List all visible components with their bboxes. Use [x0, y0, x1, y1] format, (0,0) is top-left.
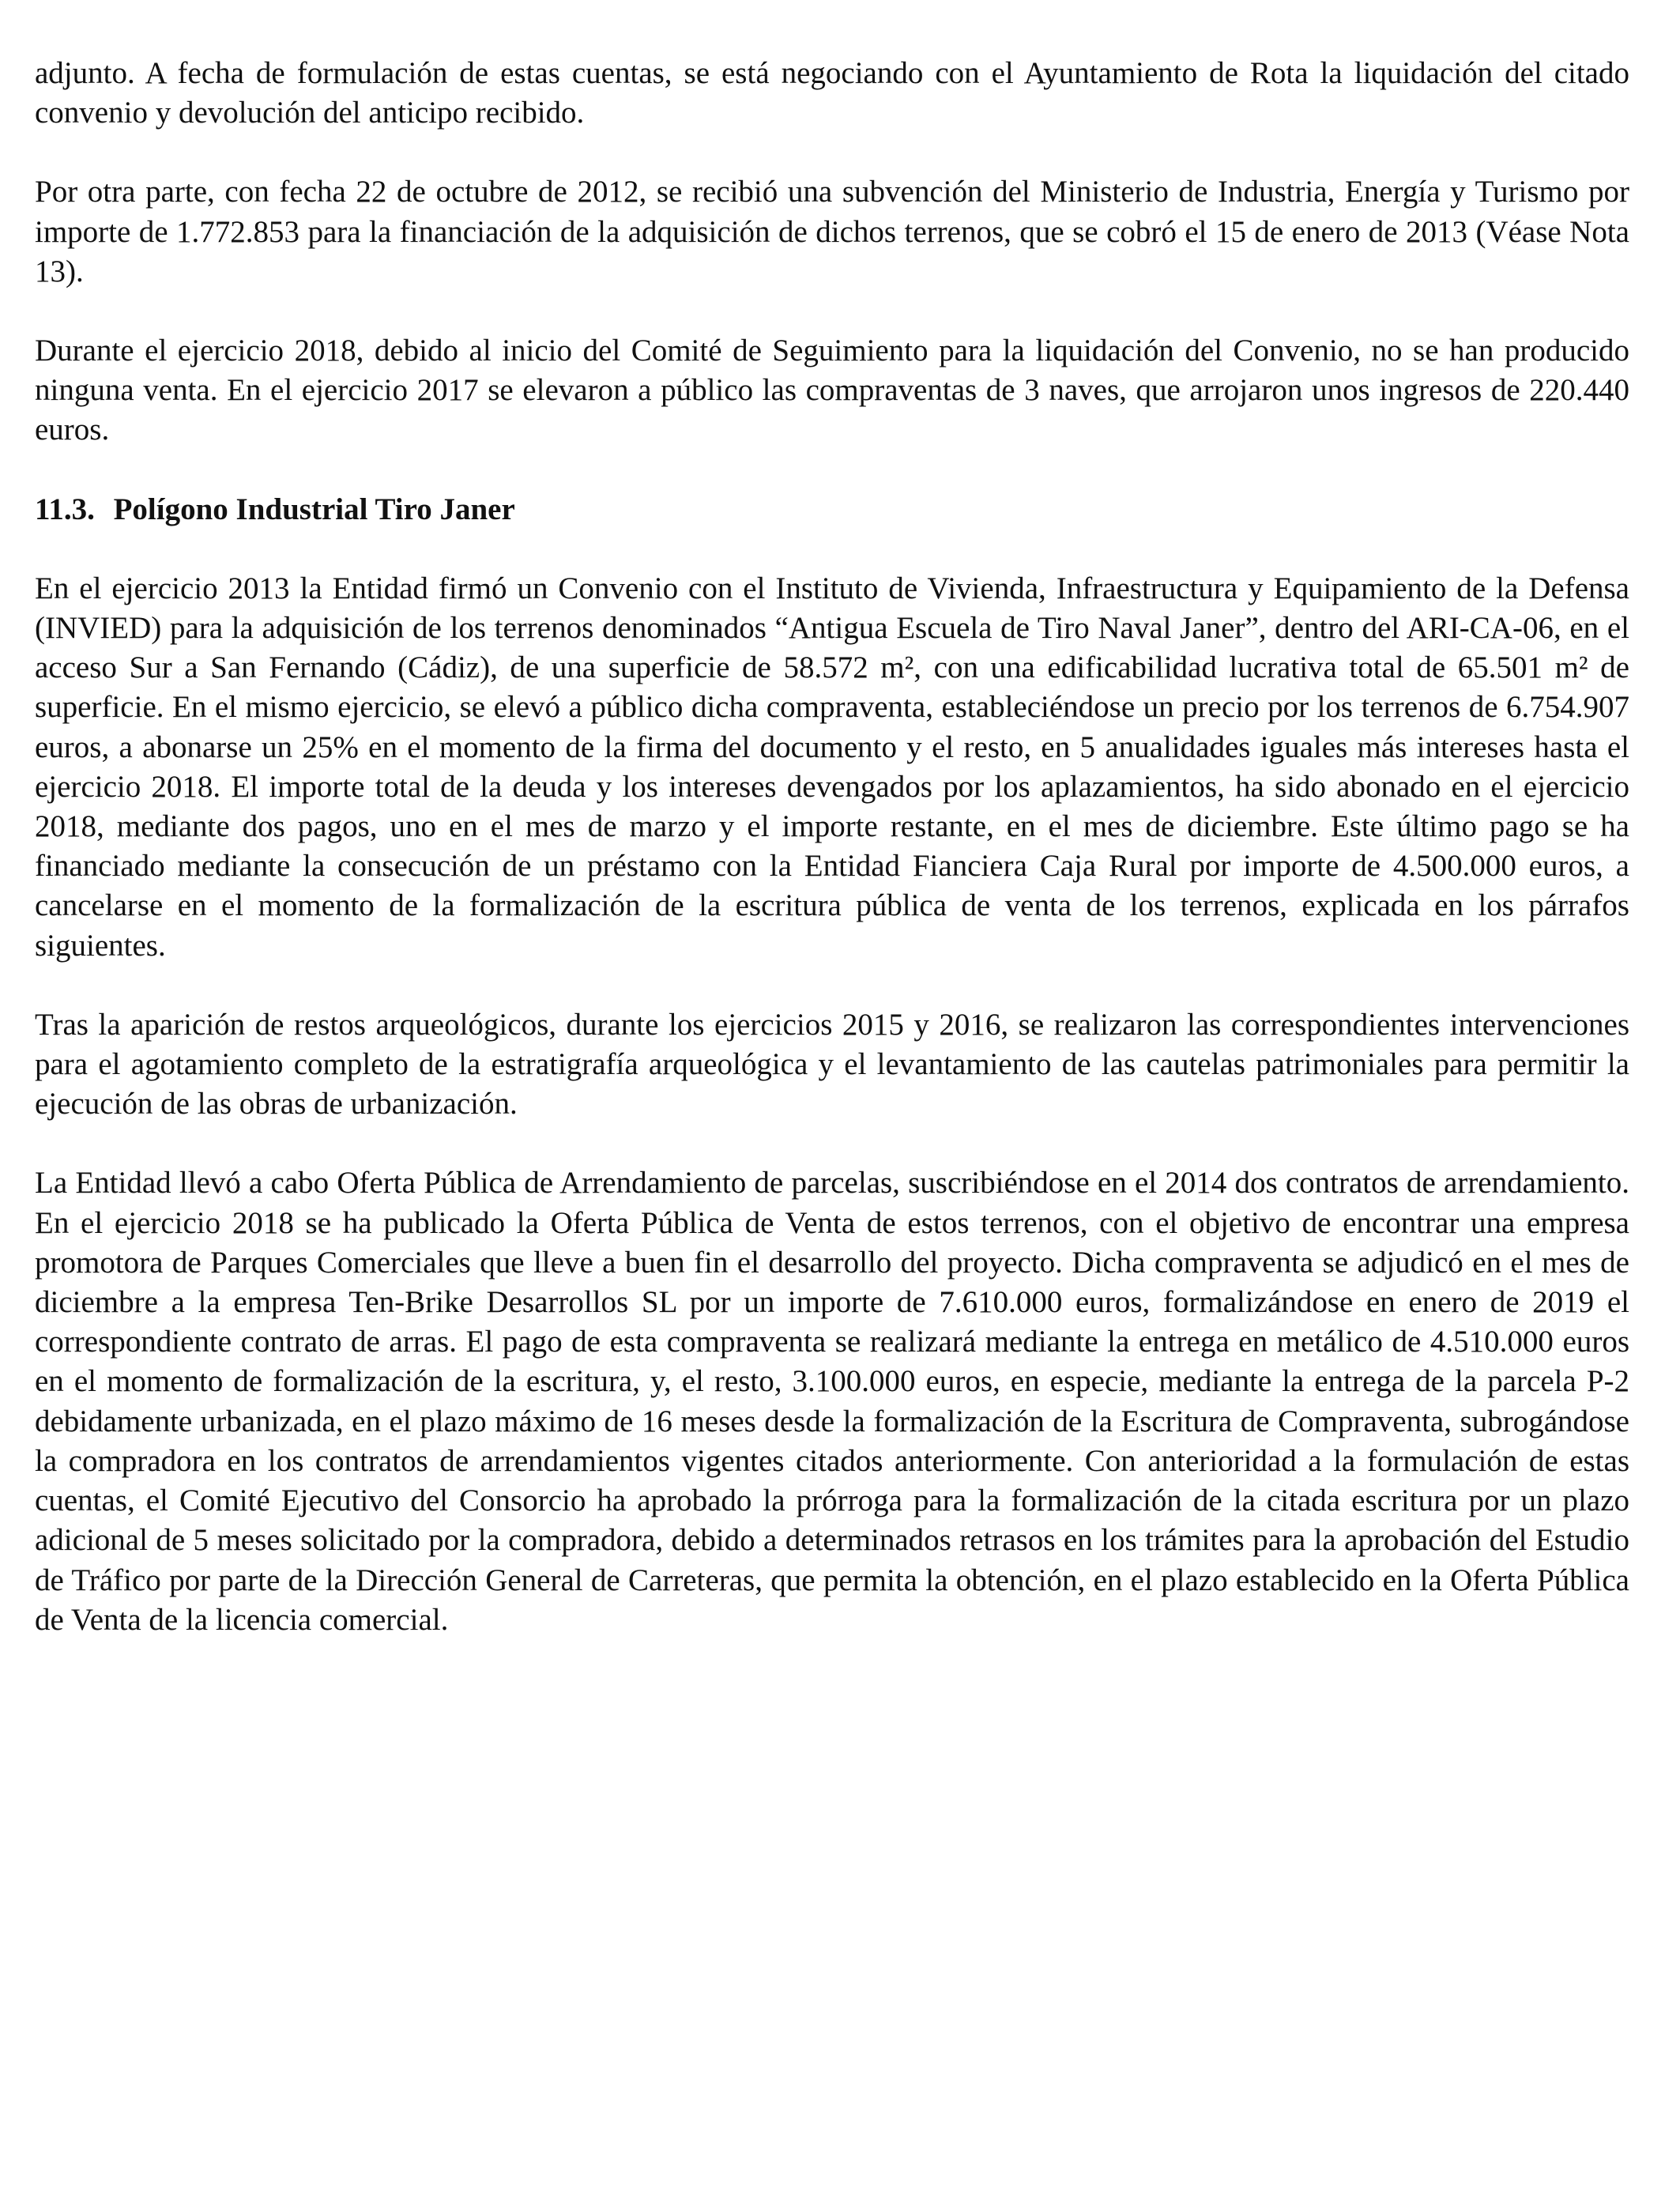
section-number: 11.3.	[35, 492, 95, 526]
paragraph-restos-arqueologicos: Tras la aparición de restos arqueológicos, durante los ejercicios 2015 y 2016, se realizaron las correspondientes intervenciones para el agotamiento completo de la estratigrafía arqueológica y el levantamiento de las cautelas patrimoniales para permitir la ejecución de las obras de urbanización.	[35, 1007, 1629, 1122]
paragraph-subvencion-ministerio: Por otra parte, con fecha 22 de octubre de 2012, se recibió una subvención del Ministerio de Industria, Energía y Turismo por importe de 1.772.853 para la financiación de la adquisición de dichos terrenos, que se cobró el 15 de enero de 2013 (Véase Nota 13).	[35, 175, 1629, 288]
paragraph-oferta-publica: La Entidad llevó a cabo Oferta Pública de Arrendamiento de parcelas, suscribiéndose en el 2014 dos contratos de arrendamiento. En el ejercicio 2018 se ha publicado la Oferta Pública de Venta de estos terrenos, con el objetivo de encontrar una empresa promotora de Parques Comerciales que lleve a buen fin el desarrollo del proyecto. Dicha compraventa se adjudicó en el mes de diciembre a la empresa Ten-Brike Desarrollos SL por un importe de 7.610.000 euros, formalizándose en enero de 2019 el correspondiente contrato de arras. El pago de esta compraventa se realizará mediante la entrega en metálico de 4.510.000 euros en el momento de formalización de la escritura, y, el resto, 3.100.000 euros, en especie, mediante la entrega de la parcela P-2 debidamente urbanizada, en el plazo máximo de 16 meses desde la formalización de la Escritura de Compraventa, subrogándose la compradora en los contratos de arrendamientos vigentes citados anteriormente. Con anterioridad a la formulación de estas cuentas, el Comité Ejecutivo del Consorcio ha aprobado la prórroga para la formalización de la citada escritura por un plazo adicional de 5 meses solicitado por la compradora, debido a determinados retrasos en los trámites para la aprobación del Estudio de Tráfico por parte de la Dirección General de Carreteras, que permita la obtención, en el plazo establecido en la Oferta Pública de Venta de la licencia comercial.	[35, 1166, 1629, 1637]
document-page	[35, 54, 1629, 1679]
section-title: Polígono Industrial Tiro Janer	[113, 492, 515, 526]
paragraph-convenio-invied: En el ejercicio 2013 la Entidad firmó un Convenio con el Instituto de Vivienda, Infraestructura y Equipamiento de la Defensa (INVIED) para la adquisición de los terrenos denominados “Antigua Escuela de Tiro Naval Janer”, dentro del ARI-CA-06, en el acceso Sur a San Fernando (Cádiz), de una superficie de 58.572 m², con una edificabilidad lucrativa total de 65.501 m² de superficie. En el mismo ejercicio, se elevó a público dicha compraventa, estableciéndose un precio por los terrenos de 6.754.907 euros, a abonarse un 25% en el momento de la firma del documento y el resto, en 5 anualidades iguales más intereses hasta el ejercicio 2018. El importe total de la deuda y los intereses devengados por los aplazamientos, ha sido abonado en el ejercicio 2018, mediante dos pagos, uno en el mes de marzo y el importe restante, en el mes de diciembre. Este último pago se ha financiado mediante la consecución de un préstamo con la Entidad Fianciera Caja Rural por importe de 4.500.000 euros, a cancelarse en el momento de la formalización de la escritura pública de venta de los terrenos, explicada en los párrafos siguientes.	[35, 571, 1629, 963]
paragraph-convenio-rota: adjunto. A fecha de formulación de estas cuentas, se está negociando con el Ayuntamiento de Rota la liquidación del citado convenio y devolución del anticipo recibido.	[35, 56, 1629, 130]
section-heading	[35, 490, 1629, 530]
paragraph-ejercicio-2018-ventas: Durante el ejercicio 2018, debido al inicio del Comité de Seguimiento para la liquidación del Convenio, no se han producido ninguna venta. En el ejercicio 2017 se elevaron a público las compraventas de 3 naves, que arrojaron unos ingresos de 220.440 euros.	[35, 334, 1629, 447]
